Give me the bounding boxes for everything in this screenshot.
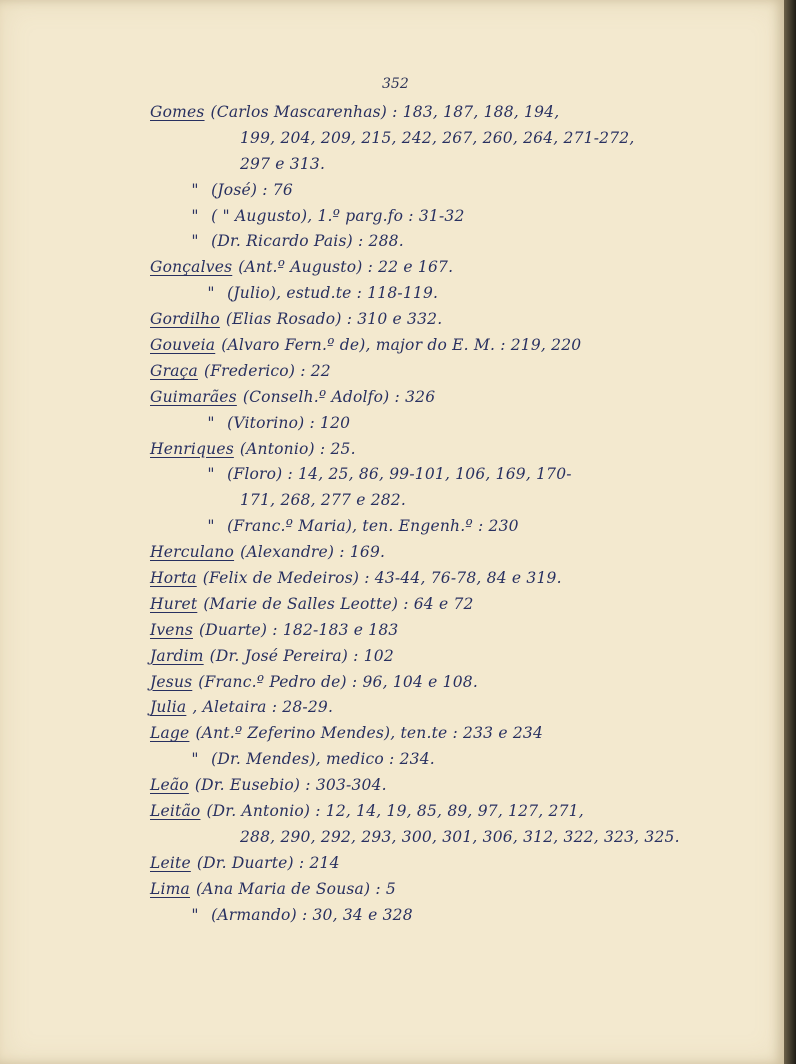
- entry-text: 288, 290, 292, 293, 300, 301, 306, 312, 322, 323, 325.: [240, 827, 680, 846]
- entry-text: (Vitorino) : 120: [227, 413, 351, 432]
- entry-text: (Dr. Eusebio) : 303-304.: [194, 776, 387, 795]
- index-line: [150, 359, 710, 385]
- entry-text: (José) : 76: [211, 180, 293, 199]
- index-line: [150, 877, 710, 903]
- index-line: [150, 385, 710, 411]
- index-line: [150, 281, 710, 307]
- index-line: [150, 903, 710, 929]
- ditto-mark: ": [207, 284, 215, 303]
- index-line: [150, 618, 710, 644]
- surname: Leite: [150, 853, 191, 872]
- entry-text: (Dr. Antonio) : 12, 14, 19, 85, 89, 97, 127, 271,: [206, 802, 584, 821]
- surname: Lage: [150, 724, 190, 743]
- surname: Lima: [150, 879, 190, 898]
- page-number: 352: [382, 76, 409, 92]
- index-line: [150, 851, 710, 877]
- entry-text: (Ant.º Augusto) : 22 e 167.: [238, 258, 454, 277]
- surname: Graça: [150, 361, 198, 380]
- entry-text: (Conselh.º Adolfo) : 326: [242, 387, 436, 406]
- index-line: [150, 825, 710, 851]
- ditto-mark: ": [191, 905, 199, 924]
- index-line: [150, 514, 710, 540]
- entry-text: (Marie de Salles Leotte) : 64 e 72: [203, 594, 474, 613]
- entry-text: (Elias Rosado) : 310 e 332.: [225, 310, 443, 329]
- surname: Gomes: [150, 103, 205, 121]
- surname: Gouveia: [150, 336, 216, 355]
- index-line: [150, 229, 710, 255]
- entry-text: (Alexandre) : 169.: [240, 543, 386, 562]
- entry-text: (Frederico) : 22: [203, 361, 331, 380]
- index-line: [150, 178, 710, 204]
- index-line: [150, 437, 710, 463]
- index-line: [150, 411, 710, 437]
- entry-text: (Alvaro Fern.º de), major do E. M. : 219, 220: [221, 336, 582, 355]
- index-line: [150, 644, 710, 670]
- index-line: [150, 721, 710, 747]
- index-entries: [150, 100, 710, 929]
- surname: Ivens: [150, 620, 193, 639]
- index-line: [150, 747, 710, 773]
- entry-text: (Dr. Mendes), medico : 234.: [211, 750, 435, 769]
- surname: Leão: [150, 776, 189, 795]
- entry-text: , Aletaira : 28-29.: [192, 698, 334, 717]
- surname: Gordilho: [150, 310, 220, 329]
- surname: Leitão: [150, 802, 201, 821]
- index-line: [150, 773, 710, 799]
- entry-text: 171, 268, 277 e 282.: [240, 491, 407, 510]
- ditto-mark: ": [191, 180, 199, 199]
- surname: Jesus: [150, 672, 193, 691]
- surname: Horta: [150, 569, 197, 588]
- entry-text: (Franc.º Maria), ten. Engenh.º : 230: [227, 517, 519, 536]
- ditto-mark: ": [191, 750, 199, 769]
- surname: Guimarães: [150, 387, 237, 406]
- index-line: [150, 126, 710, 152]
- surname: Jardim: [150, 646, 204, 665]
- index-line: [150, 307, 710, 333]
- entry-text: (Carlos Mascarenhas) : 183, 187, 188, 194,: [210, 103, 560, 121]
- surname: Herculano: [150, 543, 235, 562]
- surname: Gonçalves: [150, 258, 233, 277]
- surname: Huret: [150, 594, 198, 613]
- surname: Julia: [150, 698, 187, 717]
- index-line: [150, 670, 710, 696]
- index-line: [150, 462, 710, 488]
- ditto-mark: ": [191, 206, 199, 225]
- entry-text: ( " Augusto), 1.º parg.fo : 31-32: [211, 206, 465, 225]
- entry-text: (Dr. Duarte) : 214: [196, 853, 340, 872]
- entry-text: (Ana Maria de Sousa) : 5: [196, 879, 396, 898]
- entry-text: (Duarte) : 182-183 e 183: [199, 620, 399, 639]
- index-line: [150, 566, 710, 592]
- ditto-mark: ": [207, 465, 215, 484]
- index-line: [150, 152, 710, 178]
- entry-text: (Armando) : 30, 34 e 328: [211, 905, 413, 924]
- ditto-mark: ": [207, 413, 215, 432]
- index-line: [150, 592, 710, 618]
- index-line: [150, 100, 710, 126]
- entry-text: (Franc.º Pedro de) : 96, 104 e 108.: [198, 672, 478, 691]
- index-line: [150, 204, 710, 230]
- entry-text: (Julio), estud.te : 118-119.: [227, 284, 439, 303]
- entry-text: (Felix de Medeiros) : 43-44, 76-78, 84 e 319.: [202, 569, 562, 588]
- index-line: [150, 695, 710, 721]
- entry-text: (Dr. José Pereira) : 102: [209, 646, 394, 665]
- book-spine-shadow: [784, 0, 796, 1064]
- entry-text: 199, 204, 209, 215, 242, 267, 260, 264, 271-272,: [240, 128, 635, 147]
- entry-text: 297 e 313.: [240, 154, 326, 173]
- entry-text: (Ant.º Zeferino Mendes), ten.te : 233 e 234: [195, 724, 544, 743]
- entry-text: (Floro) : 14, 25, 86, 99-101, 106, 169, 170-: [227, 465, 572, 484]
- index-line: [150, 488, 710, 514]
- surname: Henriques: [150, 439, 234, 458]
- ditto-mark: ": [207, 517, 215, 536]
- index-line: [150, 333, 710, 359]
- index-line: [150, 255, 710, 281]
- entry-text: (Dr. Ricardo Pais) : 288.: [211, 232, 404, 251]
- ditto-mark: ": [191, 232, 199, 251]
- index-line: [150, 799, 710, 825]
- entry-text: (Antonio) : 25.: [239, 439, 356, 458]
- index-line: [150, 540, 710, 566]
